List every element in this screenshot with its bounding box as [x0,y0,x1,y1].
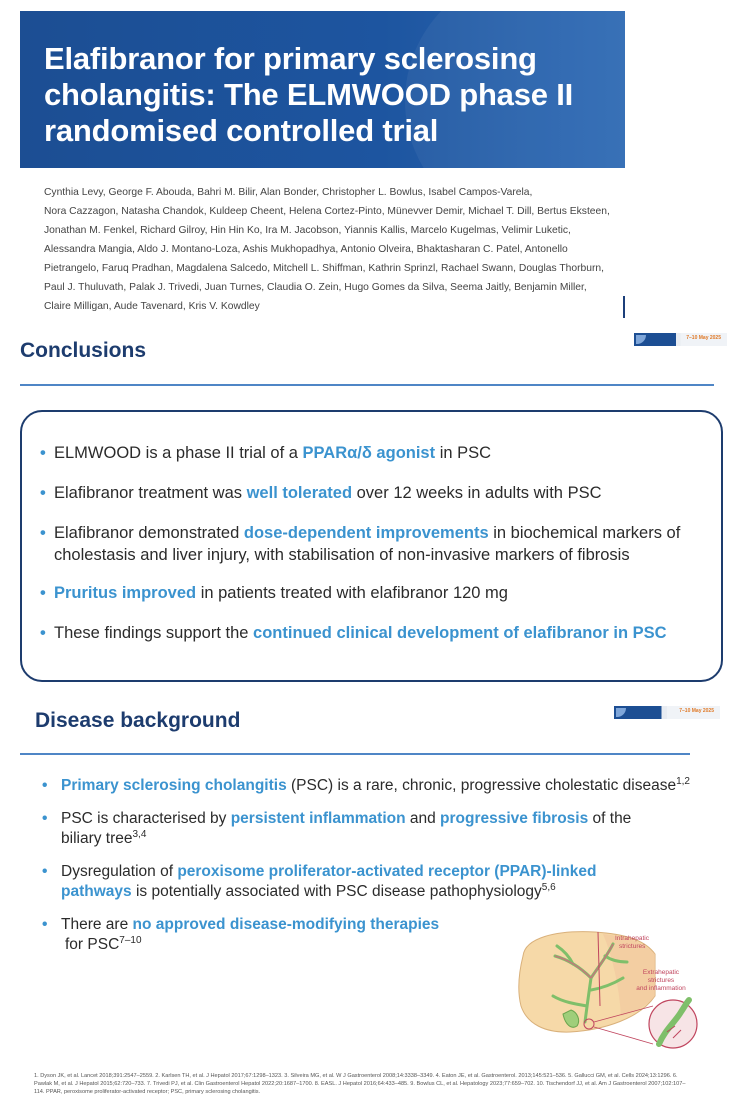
citation: 3,4 [132,828,147,840]
item-text: in PSC [435,444,492,462]
author-line: Alessandra Mangia, Aldo J. Montano-Loza, Ashis Mukhopadhya, Antonio Olveira, Bhaktasharan C. Patel, Antonello [44,244,568,255]
item-highlight: Pruritus improved [54,584,197,602]
author-line: Pietrangelo, Faruq Pradhan, Magdalena Salcedo, Mitchell L. Shiffman, Kathrin Sprinzl, Rachael Swann, Douglas Thorburn, [44,263,604,274]
bullet-icon: • [42,916,48,933]
list-item [40,622,710,644]
item-highlight: no approved disease-modifying therapies [132,916,440,933]
item-text: Elafibranor treatment was [54,484,247,502]
item-text: ELMWOOD is a phase II trial of a [54,444,303,462]
item-text: is potentially associated with PSC disease pathophysiology [131,883,542,900]
item-highlight: well tolerated [246,484,353,502]
item-highlight: PPARα/δ agonist [302,444,436,462]
item-highlight: persistent inflammation [230,810,406,827]
citation: 7–10 [119,934,142,946]
author-line: Nora Cazzagon, Natasha Chandok, Kuldeep Cheent, Helena Cortez-Pinto, Münevver Demir, Michael T. Dill, Bertus Eksteen, [44,206,610,217]
item-text: These findings support the [54,624,254,642]
author-list [44,183,634,316]
references: 1. Dyson JK, et al. Lancet 2018;391:2547–2559. 2. Karlsen TH, et al. J Hepatol 2017;67:1298–1323. 3. Silveira MG, et al. W J Gastroenterol 2008;14:3338–3349. 4. Eaton JE, et al. Gastroenterol. 2013;145:521–536. 5. Gallucci GM, et al. Cells 2024;13:1296. 6. Pawlak M, et al. J Hepatol 2015;62:720–733. 7. Trivedi PJ, et al. Clin Gastroenterol Hepatol 2022;20:1687–1700. 8. EASL. J Hepatol 2016;64:433–485. 9. Bowlus CL, et al. Hepatology 2023;77:659–702. 10. Tischendorf JJ, et al. Am J Gastroenterol 2007;102:107–114. PPAR, peroxisome proliferator-activated receptor; PSC, primary sclerosing cholangitis. [34,1073,686,1095]
bullet-icon: • [40,444,46,462]
item-text: There are [61,916,133,933]
item-highlight: dose-dependent improvements [243,524,489,542]
author-line: Cynthia Levy, George F. Abouda, Bahri M. Bilir, Alan Bonder, Christopher L. Bowlus, Isabel Campos-Varela, [44,187,533,198]
item-text: over 12 weeks in adults with PSC [352,484,602,502]
citation: 1,2 [676,775,690,787]
item-text: of the biliary tree [61,810,632,847]
section-divider [20,753,690,755]
bullet-icon: • [42,810,48,827]
item-highlight: progressive fibrosis [440,810,589,827]
congress-date: 7–10 May 2025 [679,708,714,714]
liver-illustration [515,926,720,1051]
item-text: in biochemical markers of cholestasis and liver injury, with stabilisation of non-invasive markers of fibrosis [54,524,681,564]
item-text: and [405,810,441,827]
bullet-icon: • [40,584,46,602]
conclusions-heading: Conclusions [20,339,147,362]
item-text: Elafibranor demonstrated [54,524,244,542]
paper-title: Elafibranor for primary sclerosing cholangitis: The ELMWOOD phase II randomised controlled trial [44,41,574,148]
author-line: Claire Milligan, Aude Tavenard, Kris V. Kowdley [44,301,260,312]
title-banner [20,11,625,168]
conclusions-list [40,442,710,662]
item-highlight: continued clinical development of elafibranor in PSC [253,624,667,642]
bullet-icon: • [42,863,48,880]
item-text: Dysregulation of [61,863,178,880]
label-extrahepatic-3: and inflammation [636,985,686,992]
conclusions-box [20,410,723,682]
item-text: PSC is characterised by [61,810,231,827]
list-item [40,582,710,604]
label-intrahepatic-2: strictures [619,943,646,950]
congress-date: 7–10 May 2025 [686,335,721,341]
bullet-icon: • [42,777,48,794]
bullet-icon: • [40,524,46,542]
congress-logo-strip [614,706,720,719]
list-item [40,522,710,566]
divider-tick [623,296,625,318]
list-item [42,862,641,902]
congress-logo-icon [616,708,626,717]
bullet-icon: • [40,624,46,642]
citation: 5,6 [541,881,556,893]
item-highlight: Primary sclerosing cholangitis [61,777,287,794]
congress-logo-icon [636,335,646,344]
item-text: (PSC) is a rare, chronic, progressive cholestatic disease [286,777,677,794]
section-divider [20,384,714,386]
background-heading: Disease background [35,709,241,732]
list-item [42,809,661,849]
item-text: in patients treated with elafibranor 120 mg [196,584,508,602]
list-item [42,915,481,955]
item-highlight: peroxisome proliferator-activated receptor (PPAR)-linked pathways [61,863,597,900]
bullet-icon: • [40,484,46,502]
congress-logo-strip [634,333,727,346]
list-item [42,776,702,796]
label-extrahepatic: Extrahepatic [642,969,680,976]
label-extrahepatic-2: strictures [647,977,675,984]
label-intrahepatic: Intrahepatic [615,935,649,942]
author-line: Paul J. Thuluvath, Palak J. Trivedi, Juan Turnes, Claudia O. Zein, Hugo Gomes da Silva, Seema Jaitly, Benjamin Miller, [44,282,587,293]
list-item [40,482,710,504]
author-line: Jonathan M. Fenkel, Richard Gilroy, Hin Hin Ko, Ira M. Jacobson, Yiannis Kallis, Marcelo Kugelmas, Velimir Luketic, [44,225,571,236]
item-text: for PSC [65,936,120,953]
list-item [40,442,710,464]
